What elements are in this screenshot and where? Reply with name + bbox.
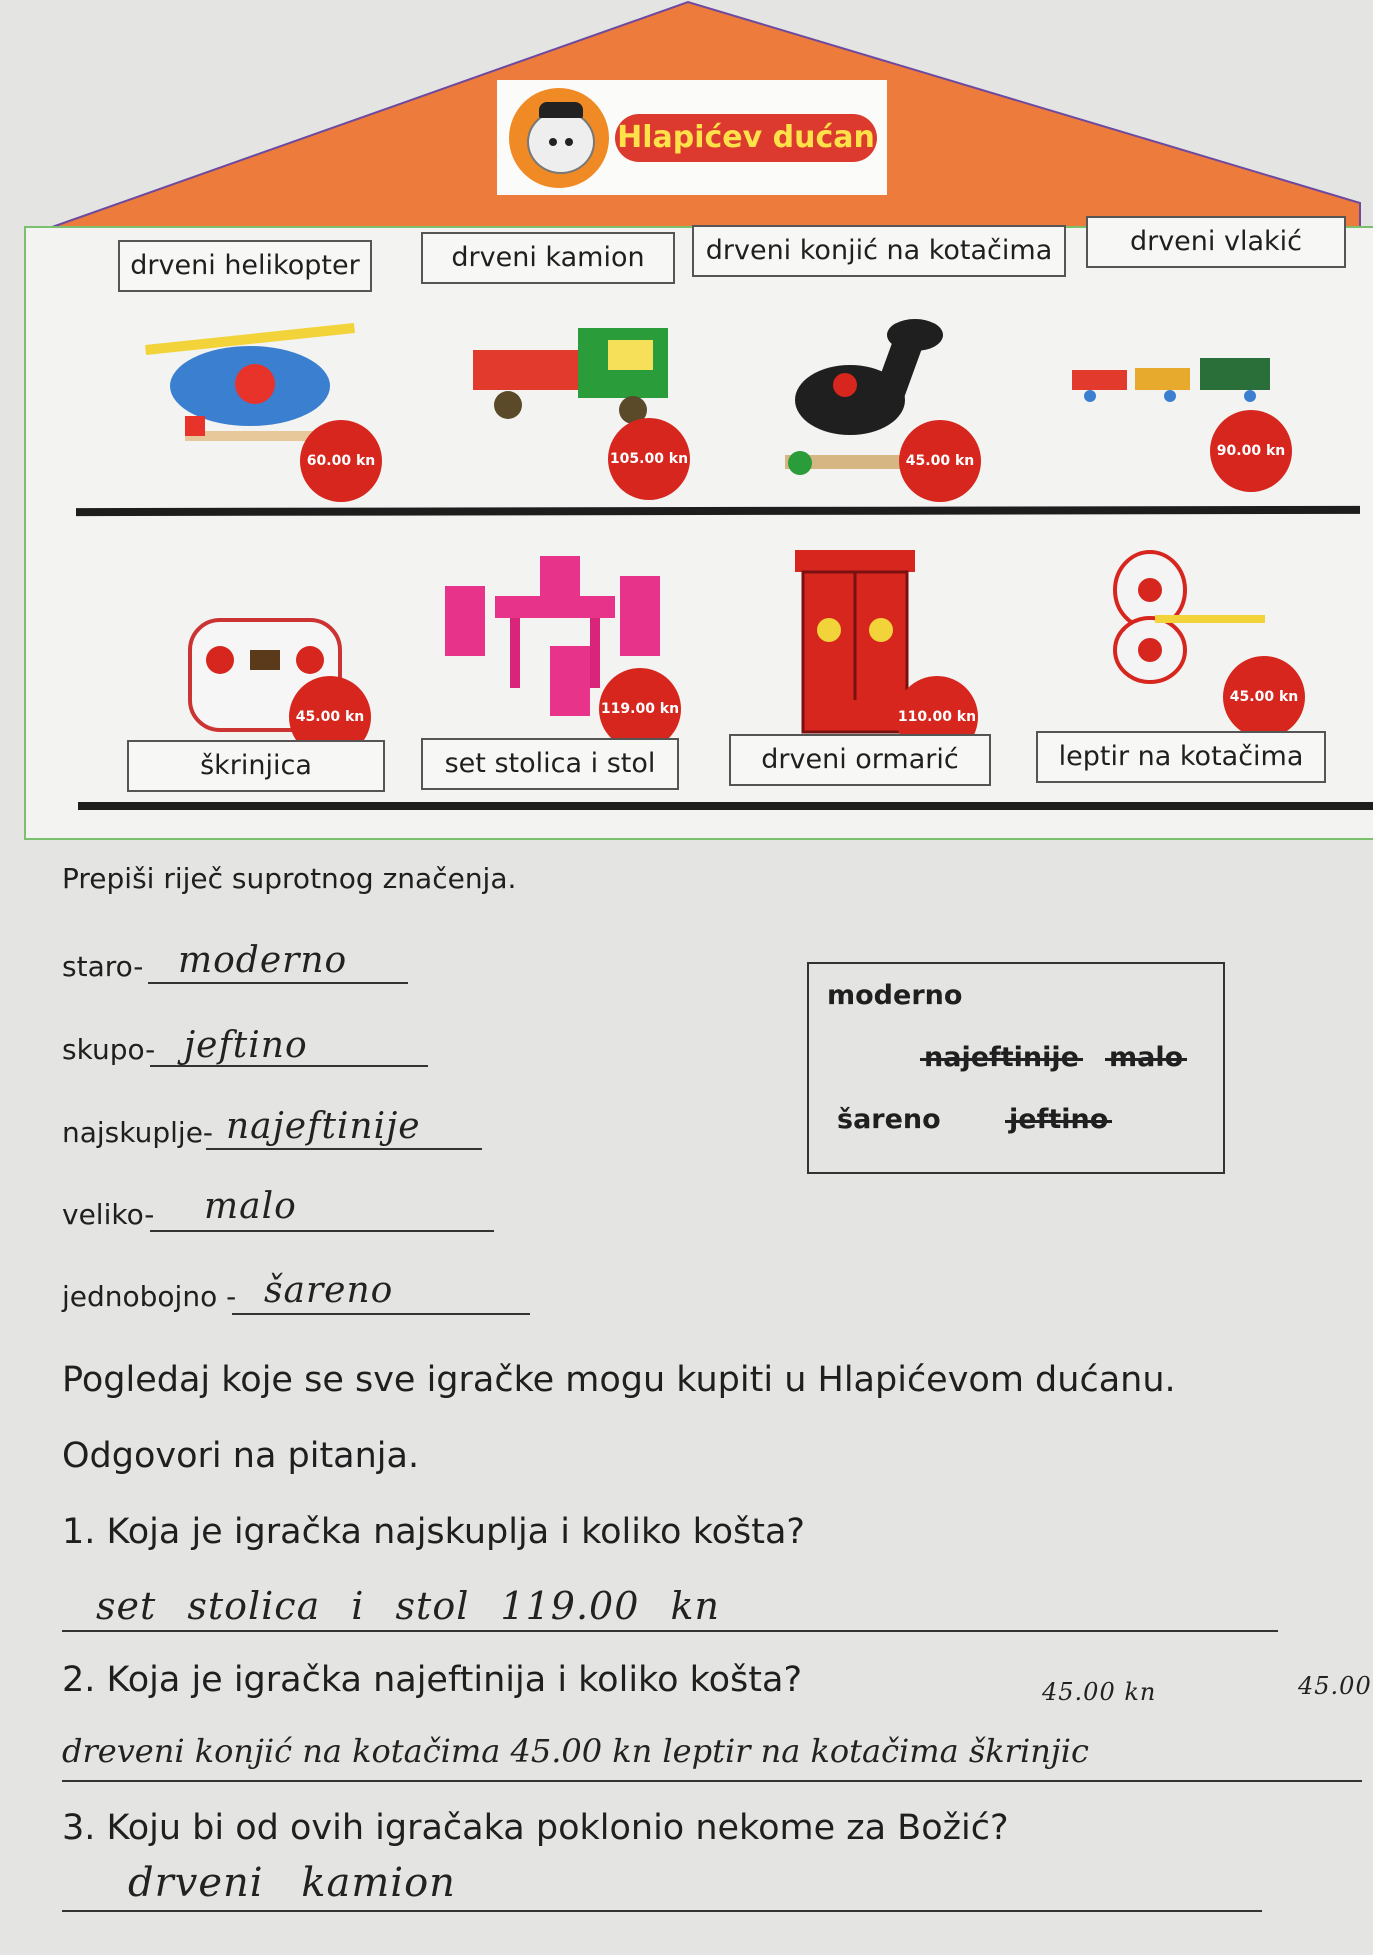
answer-line (232, 1313, 530, 1315)
exercise2-instruction: Odgovori na pitanja. (62, 1436, 420, 1476)
handwritten-answer: jeftino (184, 1025, 308, 1066)
exercise1-instruction: Prepiši riječ suprotnog značenja. (62, 862, 517, 895)
answer-line (206, 1148, 482, 1150)
question-1: 1. Koja je igračka najskuplja i koliko košta? (62, 1512, 805, 1552)
word-option: moderno (827, 980, 963, 1011)
word-option: malo (1109, 1042, 1184, 1073)
mouse-mascot-icon (509, 88, 609, 188)
prompt-word: veliko- (62, 1198, 155, 1231)
price-badge: 60.00 kn (300, 420, 382, 502)
word-option: jeftino (1009, 1104, 1109, 1135)
handwritten-answer: moderno (178, 940, 348, 981)
price-badge: 45.00 kn (1223, 656, 1305, 738)
prompt-word: staro- (62, 950, 144, 983)
toy-label: set stolica i stol (421, 738, 679, 790)
handwritten-answer: drveni kamion (128, 1860, 456, 1906)
toy-label: drveni kamion (421, 232, 675, 284)
toy-label: škrinjica (127, 740, 385, 792)
prompt-word: najskuplje- (62, 1116, 214, 1149)
handwritten-answer: najeftinije (226, 1106, 421, 1147)
answer-line (150, 1230, 494, 1232)
price-badge: 45.00 kn (289, 676, 371, 758)
truck-toy (468, 320, 683, 430)
toy-label: drveni ormarić (729, 734, 991, 786)
handwritten-answer: šareno (264, 1270, 394, 1311)
answer-line (62, 1630, 1278, 1632)
toy-label: drveni konjić na kotačima (692, 225, 1066, 277)
train-toy (1070, 350, 1280, 410)
word-option: najeftinije (924, 1042, 1079, 1073)
price-badge: 110.00 kn (896, 676, 978, 758)
answer-line (148, 982, 408, 984)
handwritten-answer: malo (204, 1186, 297, 1227)
shelf-line (78, 802, 1373, 810)
margin-note: 45.00 (1298, 1672, 1372, 1700)
handwritten-answer: dreveni konjić na kotačima 45.00 kn leptir na kotačima škrinjic (62, 1732, 1089, 1770)
question-2: 2. Koja je igračka najeftinija i koliko košta? (62, 1660, 803, 1700)
logo-text: Hlapićev dućan (615, 114, 877, 162)
shop-logo (497, 80, 887, 195)
exercise2-intro: Pogledaj koje se sve igračke mogu kupiti u Hlapićevom dućanu. (62, 1360, 1176, 1400)
word-option: šareno (837, 1104, 941, 1135)
toy-label: drveni vlakić (1086, 216, 1346, 268)
price-badge: 119.00 kn (599, 668, 681, 750)
price-badge: 105.00 kn (608, 418, 690, 500)
word-box (807, 962, 1225, 1174)
answer-line (62, 1780, 1362, 1782)
prompt-word: skupo- (62, 1033, 156, 1066)
price-badge: 45.00 kn (899, 420, 981, 502)
price-badge: 90.00 kn (1210, 410, 1292, 492)
question-3: 3. Koju bi od ovih igračaka poklonio nekome za Božić? (62, 1808, 1009, 1848)
toy-label: leptir na kotačima (1036, 731, 1326, 783)
answer-line (62, 1910, 1262, 1912)
prompt-word: jednobojno - (62, 1280, 237, 1313)
margin-note: 45.00 kn (1042, 1678, 1157, 1706)
toy-label: drveni helikopter (118, 240, 372, 292)
handwritten-answer: set stolica i stol 119.00 kn (96, 1584, 720, 1628)
